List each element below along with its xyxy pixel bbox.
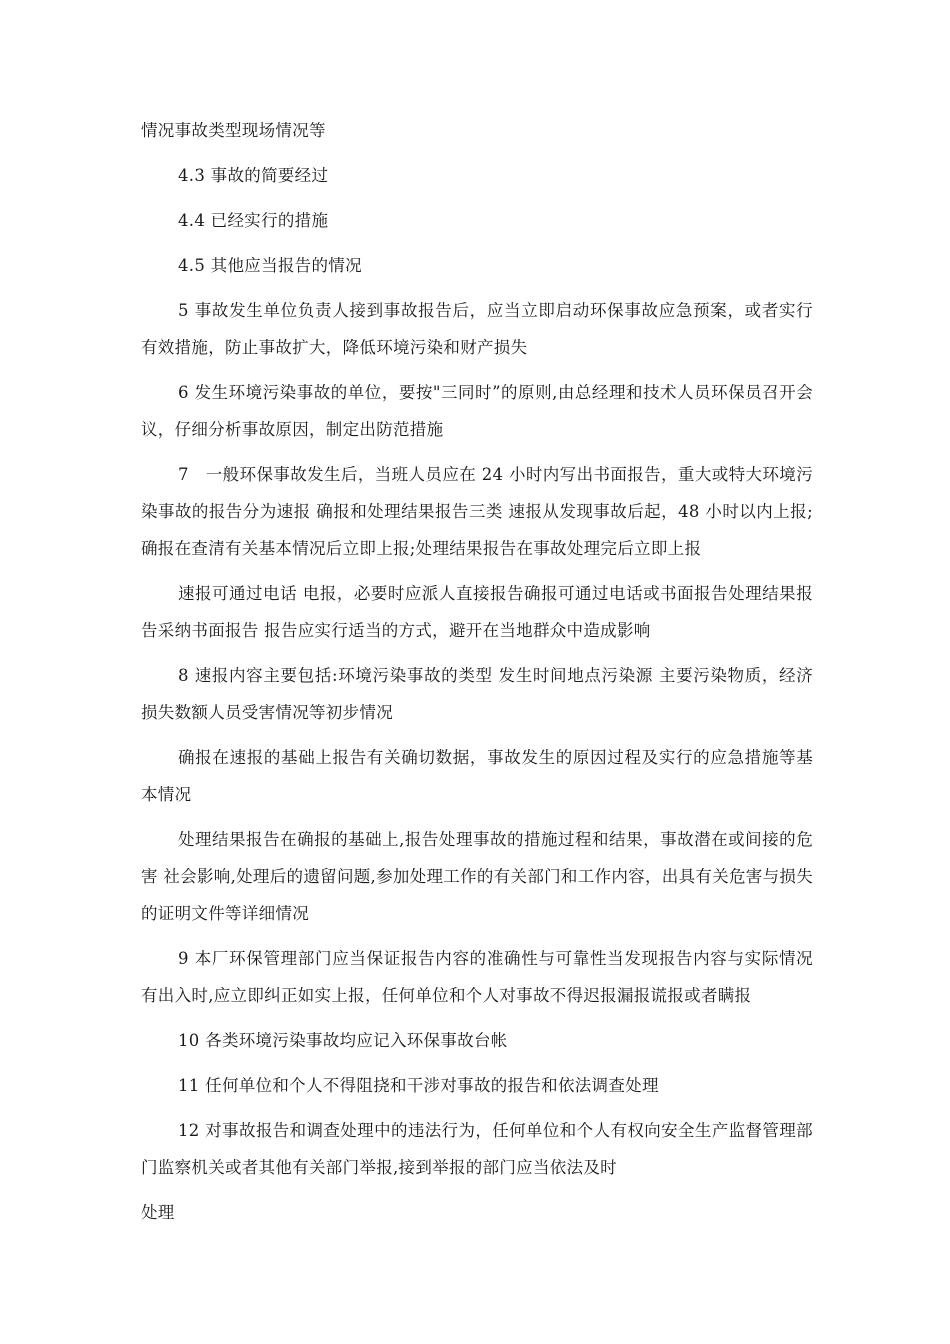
paragraph-11: 处理结果报告在确报的基础上,报告处理事故的措施过程和结果，事故潜在或间接的危害 社会影响,处理后的遗留问题,参加处理工作的有关部门和工作内容，出具有关危害与损失的证明文件等详细情况 (141, 830, 813, 923)
paragraph-9: 8 速报内容主要包括:环境污染事故的类型 发生时间地点污染源 主要污染物质，经济损失数额人员受害情况等初步情况 (141, 666, 813, 722)
paragraph-5: 5 事故发生单位负责人接到事故报告后，应当立即启动环保事故应急预案，或者实行有效措施，防止事故扩大，降低环境污染和财产损失 (141, 301, 813, 357)
paragraph-10: 确报在速报的基础上报告有关确切数据，事故发生的原因过程及实行的应急措施等基本情况 (141, 748, 813, 804)
document-page (141, 112, 813, 1239)
paragraph-13: 10 各类环境污染事故均应记入环保事故台帐 (178, 1031, 508, 1050)
paragraph-16: 处理 (141, 1203, 175, 1222)
paragraph-7: 7 一般环保事故发生后，当班人员应在 24 小时内写出书面报告，重大或特大环境污染事故的报告分为速报 确报和处理结果报告三类 速报从发现事故后起，48 小时以内上报;确报在查清有关基本情况后立即上报;处理结果报告在事故处理完后立即上报 (141, 465, 813, 558)
paragraph-14: 11 任何单位和个人不得阻挠和干涉对事故的报告和依法调查处理 (178, 1076, 659, 1095)
paragraph-12: 9 本厂环保管理部门应当保证报告内容的准确性与可靠性当发现报告内容与实际情况有出入时,应立即纠正如实上报，任何单位和个人对事故不得迟报漏报谎报或者瞒报 (141, 949, 813, 1005)
paragraph-2: 4.3 事故的简要经过 (178, 166, 329, 185)
paragraph-15: 12 对事故报告和调查处理中的违法行为，任何单位和个人有权向安全生产监督管理部门监察机关或者其他有关部门举报,接到举报的部门应当依法及时 (141, 1121, 813, 1177)
paragraph-6: 6 发生环境污染事故的单位，要按"三同时”的原则,由总经理和技术人员环保员召开会议，仔细分析事故原因，制定出防范措施 (141, 383, 813, 439)
paragraph-8: 速报可通过电话 电报，必要时应派人直接报告确报可通过电话或书面报告处理结果报告采纳书面报告 报告应实行适当的方式，避开在当地群众中造成影响 (141, 584, 813, 640)
paragraph-1: 情况事故类型现场情况等 (141, 121, 326, 140)
paragraph-3: 4.4 已经实行的措施 (178, 211, 329, 230)
paragraph-4: 4.5 其他应当报告的情况 (178, 256, 362, 275)
